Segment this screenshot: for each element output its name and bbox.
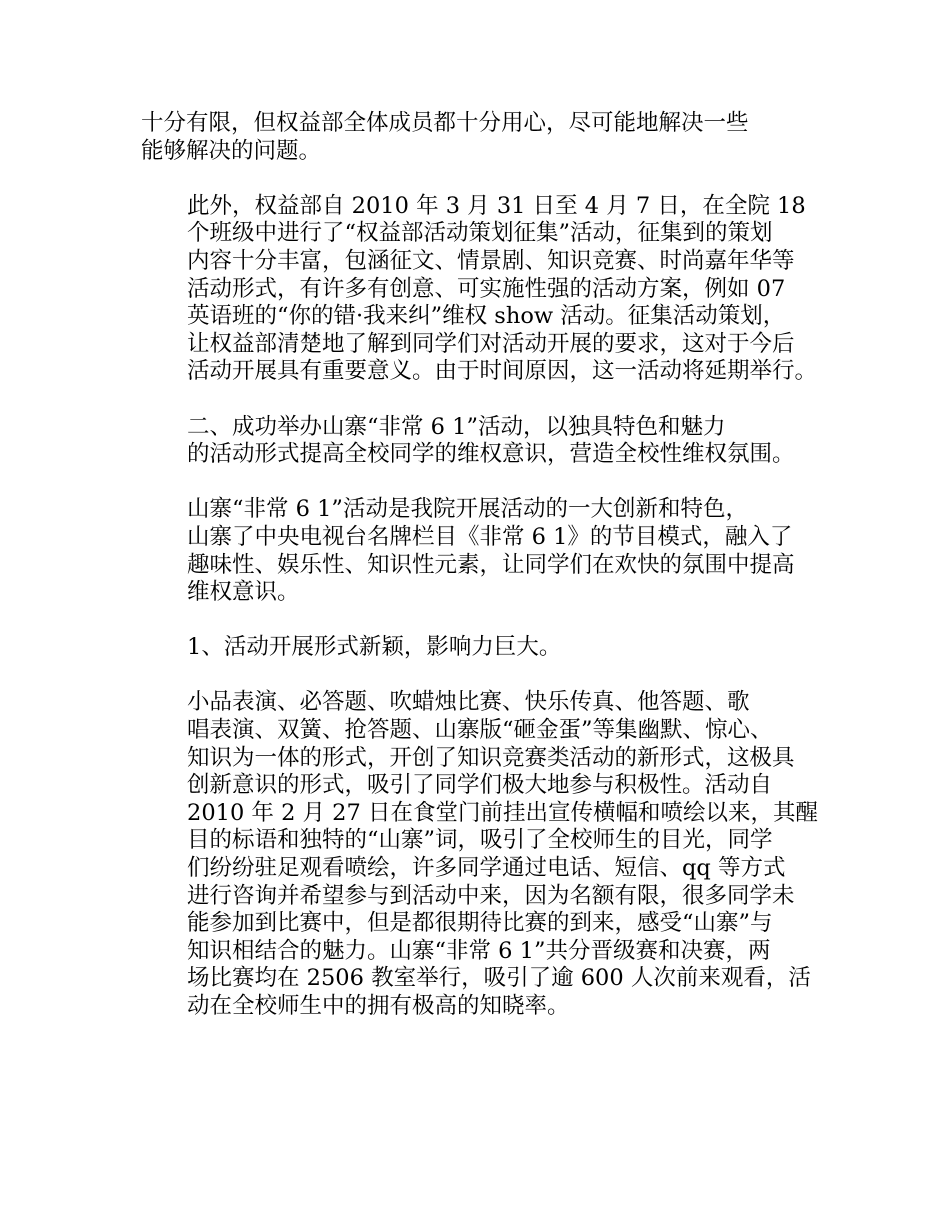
text-line: 目的标语和独特的“山寨”词，吸引了全校师生的目光，同学 bbox=[187, 827, 773, 854]
text-line: 维权意识。 bbox=[187, 579, 300, 606]
paragraph bbox=[141, 689, 831, 1020]
text-line: 小品表演、必答题、吹蜡烛比赛、快乐传真、他答题、歌 bbox=[187, 689, 750, 716]
text-line: 2010 年 2 月 27 日在食堂门前挂出宣传横幅和喷绘以来，其醒 bbox=[187, 799, 818, 826]
text-line: 们纷纷驻足观看喷绘，许多同学通过电话、短信、qq 等方式 bbox=[187, 855, 786, 882]
text-line: 内容十分丰富，包涵征文、情景剧、知识竞赛、时尚嘉年华等 bbox=[187, 247, 795, 274]
text-line: 活动形式，有许多有创意、可实施性强的活动方案，例如 07 bbox=[187, 275, 786, 302]
text-line: 动在全校师生中的拥有极高的知晓率。 bbox=[187, 993, 570, 1019]
text-line: 知识相结合的魅力。山寨“非常 6 1”共分晋级赛和决赛，两 bbox=[187, 937, 771, 964]
text-line: 二、成功举办山寨“非常 6 1”活动，以独具特色和魅力 bbox=[187, 413, 726, 440]
paragraph bbox=[141, 634, 831, 662]
text-line: 进行咨询并希望参与到活动中来，因为名额有限，很多同学未 bbox=[187, 882, 795, 909]
text-line: 英语班的“你的错·我来纠”维权 show 活动。征集活动策划， bbox=[187, 303, 786, 330]
paragraph bbox=[141, 496, 831, 606]
text-line: 活动开展具有重要意义。由于时间原因，这一活动将延期举行。 bbox=[187, 358, 818, 385]
text-line: 个班级中进行了“权益部活动策划征集”活动，征集到的策划 bbox=[187, 220, 773, 247]
text-line: 场比赛均在 2506 教室举行，吸引了逾 600 人次前来观看，活 bbox=[187, 965, 811, 992]
text-line: 知识为一体的形式，开创了知识竞赛类活动的新形式，这极具 bbox=[187, 744, 795, 771]
text-line: 的活动形式提高全校同学的维权意识，营造全校性维权氛围。 bbox=[187, 441, 795, 468]
text-line: 1、活动开展形式新颖，影响力巨大。 bbox=[187, 634, 562, 661]
paragraph bbox=[141, 414, 831, 469]
paragraph bbox=[141, 193, 831, 386]
text-line: 唱表演、双簧、抢答题、山寨版“砸金蛋”等集幽默、惊心、 bbox=[187, 717, 773, 744]
text-line: 能参加到比赛中，但是都很期待比赛的到来，感受“山寨”与 bbox=[187, 910, 773, 937]
text-line: 能够解决的问题。 bbox=[141, 137, 322, 164]
text-line: 让权益部清楚地了解到同学们对活动开展的要求，这对于今后 bbox=[187, 330, 795, 357]
text-line: 创新意识的形式，吸引了同学们极大地参与积极性。活动自 bbox=[187, 772, 773, 799]
text-line: 十分有限，但权益部全体成员都十分用心，尽可能地解决一些 bbox=[141, 110, 749, 136]
paragraph bbox=[141, 110, 831, 165]
text-line: 山寨“非常 6 1”活动是我院开展活动的一大创新和特色， bbox=[187, 496, 748, 523]
text-line: 趣味性、娱乐性、知识性元素，让同学们在欢快的氛围中提高 bbox=[187, 551, 795, 578]
document-body bbox=[141, 110, 831, 1048]
text-line: 此外，权益部自 2010 年 3 月 31 日至 4 月 7 日，在全院 18 bbox=[187, 192, 806, 219]
text-line: 山寨了中央电视台名牌栏目《非常 6 1》的节目模式，融入了 bbox=[187, 523, 793, 550]
